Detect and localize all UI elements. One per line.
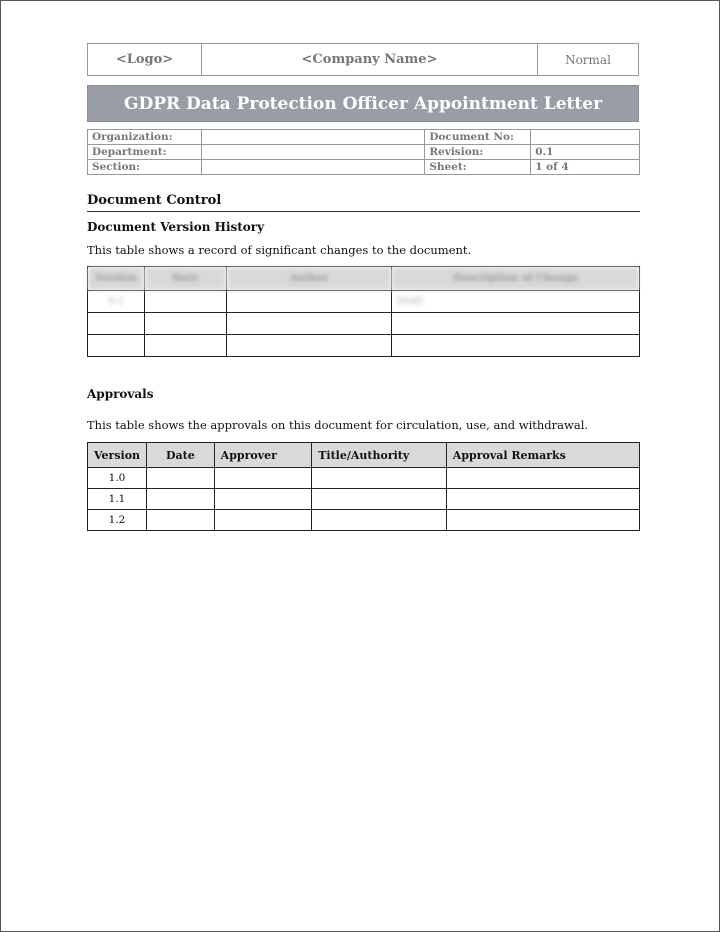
vh-cell: 0.1 xyxy=(88,291,145,313)
document-no-value xyxy=(531,130,640,145)
ap-cell xyxy=(446,489,639,510)
table-row xyxy=(88,313,640,335)
vh-cell xyxy=(226,291,392,313)
ap-col-version: Version xyxy=(88,443,147,468)
vh-cell xyxy=(226,313,392,335)
vh-cell: Draft xyxy=(392,291,640,313)
ap-col-title-authority: Title/Authority xyxy=(312,443,447,468)
ap-cell xyxy=(312,510,447,531)
ap-col-date: Date xyxy=(147,443,215,468)
revision-label: Revision: xyxy=(425,145,531,160)
classification-label: Normal xyxy=(565,52,611,67)
department-label: Department: xyxy=(88,145,202,160)
sheet-value: 1 of 4 xyxy=(531,160,640,175)
sheet-label: Sheet: xyxy=(425,160,531,175)
ap-cell xyxy=(446,468,639,489)
ap-cell xyxy=(214,468,312,489)
vh-col-date: Date xyxy=(144,267,226,291)
table-row xyxy=(88,335,640,357)
document-meta-table xyxy=(87,129,640,175)
section-value xyxy=(201,160,424,175)
department-value xyxy=(201,145,424,160)
approvals-intro: This table shows the approvals on this document for circulation, use, and withdrawal. xyxy=(87,418,589,432)
vh-cell xyxy=(88,313,145,335)
document-header xyxy=(87,43,639,76)
section-label: Section: xyxy=(88,160,202,175)
ap-cell xyxy=(214,489,312,510)
ap-version-cell: 1.2 xyxy=(88,510,147,531)
document-control-heading: Document Control xyxy=(87,193,640,212)
table-row xyxy=(88,489,640,510)
vh-cell xyxy=(226,335,392,357)
ap-cell xyxy=(312,489,447,510)
vh-cell xyxy=(144,335,226,357)
ap-cell xyxy=(147,489,215,510)
logo-placeholder: <Logo> xyxy=(88,44,202,75)
vh-col-description: Description of Change xyxy=(392,267,640,291)
revision-value: 0.1 xyxy=(531,145,640,160)
vh-cell xyxy=(392,335,640,357)
vh-cell xyxy=(88,335,145,357)
version-history-table xyxy=(87,266,640,357)
vh-cell xyxy=(144,291,226,313)
company-name-placeholder: <Company Name> xyxy=(202,44,538,75)
ap-cell xyxy=(446,510,639,531)
table-row xyxy=(88,510,640,531)
approvals-table xyxy=(87,442,640,531)
ap-col-approver: Approver xyxy=(214,443,312,468)
ap-col-remarks: Approval Remarks xyxy=(446,443,639,468)
ap-version-cell: 1.1 xyxy=(88,489,147,510)
approvals-heading: Approvals xyxy=(87,387,154,401)
table-row xyxy=(88,291,640,313)
document-no-label: Document No: xyxy=(425,130,531,145)
document-title: GDPR Data Protection Officer Appointment Letter xyxy=(87,85,639,122)
ap-cell xyxy=(147,510,215,531)
ap-cell xyxy=(147,468,215,489)
version-history-intro: This table shows a record of significant changes to the document. xyxy=(87,243,472,257)
ap-cell xyxy=(214,510,312,531)
ap-cell xyxy=(312,468,447,489)
organization-label: Organization: xyxy=(88,130,202,145)
version-history-heading: Document Version History xyxy=(87,220,265,234)
ap-version-cell: 1.0 xyxy=(88,468,147,489)
vh-col-version: Version xyxy=(88,267,145,291)
vh-col-author: Author xyxy=(226,267,392,291)
vh-cell xyxy=(144,313,226,335)
table-row xyxy=(88,468,640,489)
vh-cell xyxy=(392,313,640,335)
organization-value xyxy=(201,130,424,145)
